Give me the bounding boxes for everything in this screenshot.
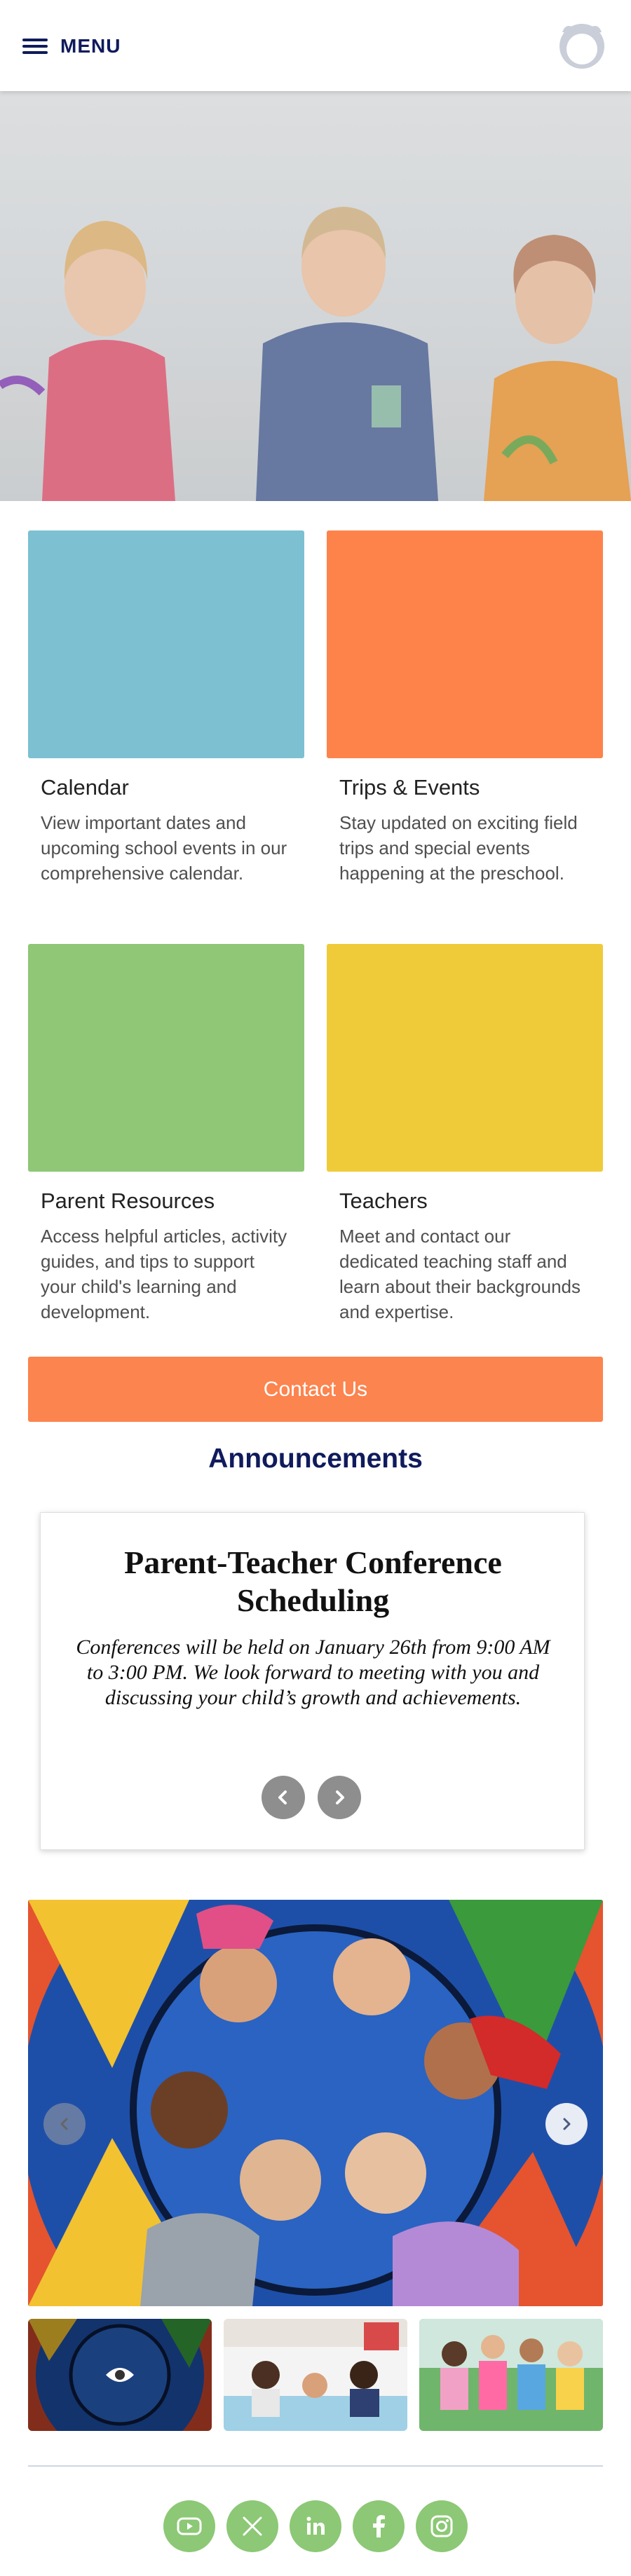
menu-label: MENU bbox=[60, 35, 121, 57]
gallery-next-button[interactable] bbox=[545, 2103, 588, 2145]
card-description: Access helpful articles, activity guides, and tips to support your child's learning and development. bbox=[41, 1226, 287, 1322]
social-links bbox=[0, 2500, 631, 2552]
thumbnail-2-image bbox=[224, 2319, 407, 2431]
announcement-title: Parent-Teacher Conference Scheduling bbox=[124, 1544, 502, 1618]
x-icon bbox=[238, 2512, 266, 2540]
instagram-link[interactable] bbox=[416, 2500, 468, 2552]
hamburger-icon bbox=[22, 36, 48, 57]
card-title: Trips & Events bbox=[339, 775, 480, 800]
chevron-right-icon bbox=[330, 1788, 348, 1807]
gallery-main-image bbox=[28, 1900, 603, 2306]
parent-resources-image bbox=[28, 944, 304, 1172]
x-link[interactable] bbox=[226, 2500, 278, 2552]
gallery-thumbnail-3[interactable] bbox=[419, 2319, 603, 2431]
feature-card-parent-resources[interactable] bbox=[28, 944, 304, 1324]
linkedin-link[interactable] bbox=[290, 2500, 341, 2552]
trips-events-image bbox=[327, 530, 603, 758]
announcement-card bbox=[40, 1512, 585, 1850]
gallery-prev-button[interactable] bbox=[43, 2103, 86, 2145]
site-header bbox=[0, 0, 631, 91]
announcement-next-button[interactable] bbox=[318, 1776, 361, 1819]
youtube-link[interactable] bbox=[163, 2500, 215, 2552]
facebook-icon bbox=[365, 2512, 393, 2540]
announcement-text: Conferences will be held on January 26th from 9:00 AM to 3:00 PM. We look forward to meeting with you and discussing your child’s growth and achievements. bbox=[76, 1636, 550, 1709]
card-title: Parent Resources bbox=[41, 1188, 215, 1213]
teachers-image bbox=[327, 944, 603, 1172]
gallery-thumbnail-2[interactable] bbox=[224, 2319, 407, 2431]
hero-image bbox=[0, 91, 631, 501]
feature-card-calendar[interactable] bbox=[28, 530, 304, 886]
card-title: Calendar bbox=[41, 775, 129, 800]
card-description: Stay updated on exciting field trips and special events happening at the preschool. bbox=[339, 812, 578, 884]
announcement-prev-button[interactable] bbox=[262, 1776, 305, 1819]
calendar-image bbox=[28, 530, 304, 758]
gallery-children-illustration bbox=[28, 1900, 603, 2306]
linkedin-icon bbox=[301, 2512, 330, 2540]
card-title: Teachers bbox=[339, 1188, 428, 1213]
logo-icon[interactable] bbox=[555, 18, 609, 71]
facebook-link[interactable] bbox=[353, 2500, 405, 2552]
menu-button[interactable] bbox=[22, 31, 121, 62]
card-description: Meet and contact our dedicated teaching staff and learn about their backgrounds and expertise. bbox=[339, 1226, 581, 1322]
hero-children-illustration bbox=[0, 91, 631, 501]
chevron-left-icon bbox=[56, 2116, 73, 2132]
footer-divider bbox=[28, 2465, 603, 2467]
feature-card-teachers[interactable] bbox=[327, 944, 603, 1324]
instagram-icon bbox=[428, 2512, 456, 2540]
thumbnail-3-image bbox=[419, 2319, 603, 2431]
eye-icon bbox=[104, 2364, 135, 2386]
contact-us-button[interactable]: Contact Us bbox=[28, 1357, 603, 1422]
chevron-left-icon bbox=[274, 1788, 292, 1807]
card-description: View important dates and upcoming school events in our comprehensive calendar. bbox=[41, 812, 287, 884]
gallery-thumbnail-1[interactable] bbox=[28, 2319, 212, 2431]
announcements-heading: Announcements bbox=[208, 1444, 423, 1474]
chevron-right-icon bbox=[558, 2116, 575, 2132]
feature-card-trips-events[interactable] bbox=[327, 530, 603, 886]
youtube-icon bbox=[175, 2512, 203, 2540]
